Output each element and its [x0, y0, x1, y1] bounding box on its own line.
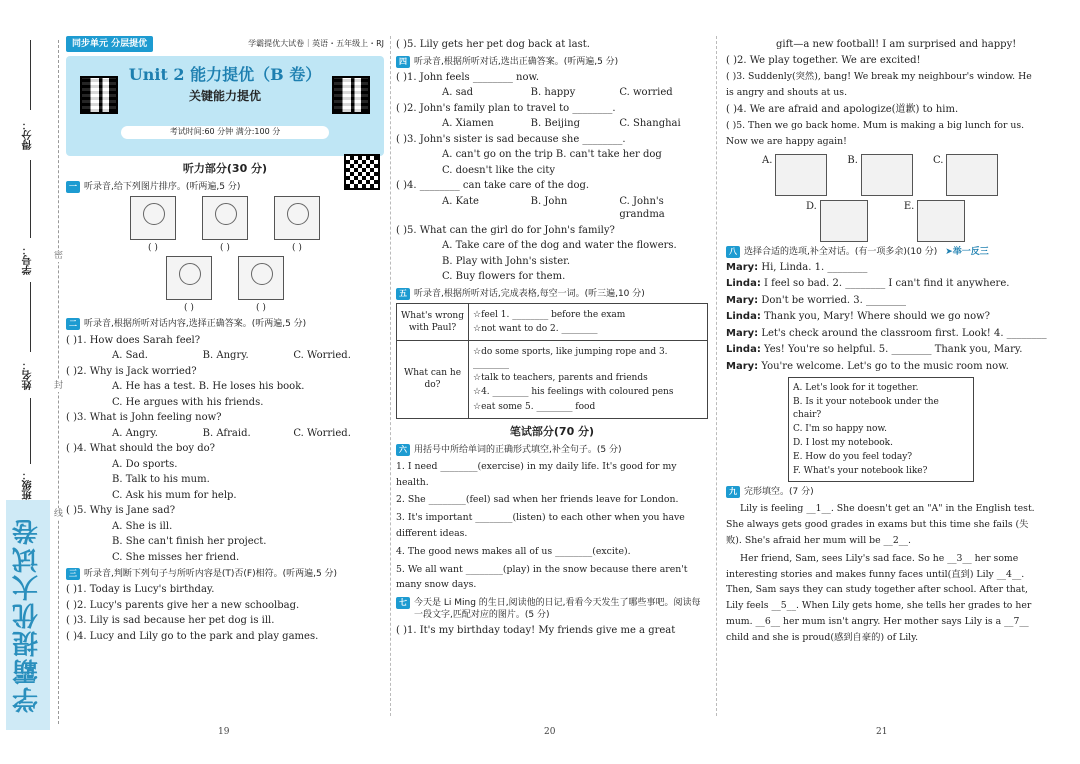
table-cell-line: ☆4. ________ his feelings with coloured pens — [473, 387, 674, 398]
boy-angry-picture — [274, 196, 320, 240]
picture-item: ( ) — [130, 196, 176, 254]
section-8-title — [726, 246, 1036, 258]
table-row-header: What can he do? — [397, 341, 469, 419]
question: 4. The good news makes all of us ________(excite). — [396, 545, 631, 557]
section-number: 五 — [396, 288, 410, 300]
question: ( )5. Why is Jane sad? — [66, 505, 176, 517]
table-cell — [469, 341, 708, 419]
cut-mark-line: 线 — [54, 509, 64, 519]
picture-row — [66, 196, 384, 254]
table-cell-line: ☆eat some 5. ________ food — [473, 401, 596, 412]
fill-table — [396, 303, 708, 419]
table-cell — [469, 303, 708, 340]
student-id-label: 学号： — [23, 245, 34, 275]
writing-part-title: 笔试部分(70 分) — [509, 424, 595, 438]
student-id-line — [30, 160, 31, 238]
section-5-title — [396, 288, 708, 300]
cloze-paragraph: Lily is feeling __1__. She doesn't get an "A" in the English test. She always gets good grades in exams but this time she fails (失败). She's afraid her mum will be __2__. — [726, 503, 1035, 547]
table-row — [397, 303, 708, 340]
option-line: B. Talk to his mum. — [112, 474, 210, 486]
option-line: C. Buy flowers for them. — [442, 271, 566, 283]
question: ( )3. John's sister is sad because she ________. — [396, 133, 626, 145]
option-line: C. Ask his mum for help. — [112, 489, 237, 501]
cloze-paragraph: Her friend, Sam, sees Lily's sad face. So he __3__ her some interesting stories and makes funny faces until(直到) Lily __4__. Then, Sam says they can study together after school. After that, Lily feels __5__. When Lily gets home, she tells her grades to her mum. __6__ her mum isn't angry. Her mother says Lily is a __7__ child and she is proud(感到自豪的) of Lily. — [726, 552, 1032, 643]
picture-item: A. — [762, 154, 827, 196]
dialogue-line: Linda: Thank you, Mary! Where should we go now? — [726, 311, 991, 323]
question: ( )3. What is John feeling now? — [66, 412, 222, 424]
option-line: A. He has a test. B. He loses his book. — [112, 381, 305, 393]
section-instruction: 听录音,根据所听对话,选出正确答案。(听两遍,5 分) — [414, 56, 619, 67]
question: ( )5. Then we go back home. Mum is making a big lunch for us. Now we are happy again! — [726, 120, 1025, 147]
question: 3. It's important ________(listen) to each other when you have different ideas. — [396, 512, 685, 539]
option-line: A. can't go on the trip B. can't take her dog — [442, 149, 662, 161]
series-tag: 同步单元 分层提优 — [66, 36, 153, 52]
option-item: D. I lost my notebook. — [793, 437, 893, 448]
dialogue-line: Mary: Let's check around the classroom first. Look! 4. ________ — [726, 327, 1047, 339]
option-item: F. What's your notebook like? — [793, 466, 928, 477]
picture-item: B. — [847, 154, 913, 196]
section-instruction: 今天是 Li Ming 的生日,阅读他的日记,看看今天发生了哪些事吧。阅读每一段文字,匹配对应的图片。(5 分) — [414, 598, 701, 621]
question-continued: gift—a new football! I am surprised and happy! — [776, 39, 1017, 50]
score-line — [30, 40, 31, 110]
option-line: A. Do sports. — [112, 458, 178, 470]
picture-item: ( ) — [202, 196, 248, 254]
option-item: E. How do you feel today? — [793, 452, 913, 463]
section-number: 二 — [66, 318, 80, 330]
question: ( )4. ________ can take care of the dog. — [396, 180, 590, 192]
cut-mark-close: 封 — [54, 381, 64, 391]
options-row: A. Kate B. John C. John's grandma — [442, 195, 665, 221]
column-divider — [390, 36, 391, 716]
question: ( )1. Today is Lucy's birthday. — [66, 584, 215, 596]
girl-sad-picture — [238, 256, 284, 300]
girl-worried-picture — [130, 196, 176, 240]
section-number: 八 — [726, 246, 740, 258]
options-row: A. sad B. happy C. worried — [442, 87, 673, 99]
title-card — [66, 56, 384, 156]
child-afraid-picture — [166, 256, 212, 300]
listening-part-title: 听力部分(30 分) — [182, 162, 268, 176]
question: ( )4. Lucy and Lily go to the park and play games. — [66, 630, 319, 642]
option-line: C. She misses her friend. — [112, 551, 240, 563]
section-3-title — [66, 568, 384, 580]
option-line: A. Take care of the dog and water the flowers. — [442, 240, 677, 252]
column-middle — [396, 36, 708, 640]
question: ( )1. It's my birthday today! My friends give me a great — [396, 625, 676, 637]
question: ( )4. We are afraid and apologize(道歉) to him. — [726, 103, 959, 115]
table-cell-line: ☆feel 1. ________ before the exam — [473, 309, 626, 320]
section-instruction: 听录音,根据所听对话内容,选择正确答案。(听两遍,5 分) — [84, 319, 307, 330]
column-divider — [716, 36, 717, 716]
question: ( )2. John's family plan to travel to ________. — [396, 102, 616, 114]
question: ( )1. How does Sarah feel? — [66, 334, 201, 346]
picture-item: ( ) — [274, 196, 320, 254]
apology-picture — [820, 200, 868, 242]
question: ( )3. Lily is sad because her pet dog is ill. — [66, 615, 275, 627]
option-item: C. I'm so happy now. — [793, 423, 887, 434]
section-instruction: 听录音,给下列图片排序。(听两遍,5 分) — [84, 181, 241, 192]
option-item: B. Is it your notebook under the chair? — [793, 397, 939, 420]
option-line: C. doesn't like the city — [442, 164, 556, 176]
section-instruction: 听录音,判断下列句子与所听内容是(T)否(F)相符。(听两遍,5 分) — [84, 569, 338, 580]
brand-strip: 学霸提优大试卷 — [6, 500, 50, 730]
question: ( )2. Lucy's parents give her a new schoolbag. — [66, 599, 300, 611]
option-line: A. She is ill. — [112, 520, 173, 532]
section-4-title — [396, 56, 708, 68]
diary-pictures — [726, 154, 1036, 196]
section-instruction: 完形填空。(7 分) — [744, 487, 814, 498]
option-line: B. Play with John's sister. — [442, 255, 571, 267]
section-number: 七 — [396, 597, 410, 609]
section-instruction: 选择合适的选项,补全对话。(有一项多余)(10 分) — [744, 246, 938, 257]
options-row: A. Angry. B. Afraid. C. Worried. — [112, 427, 351, 439]
section-1-title — [66, 181, 384, 193]
table-cell-line: ☆talk to teachers, parents and friends — [473, 373, 648, 384]
subtitle: 关键能力提优 — [188, 89, 261, 104]
picture-item: ( ) — [238, 256, 284, 314]
name-label: 姓名： — [23, 360, 34, 390]
section-number: 四 — [396, 56, 410, 68]
boy-excited-picture — [202, 196, 248, 240]
series-name: 学霸提优大试卷｜英语・五年级上・RJ — [248, 38, 384, 48]
page-number: 21 — [876, 727, 888, 737]
dialogue-line: Mary: Don't be worried. 3. ________ — [726, 294, 907, 306]
question: ( )2. We play together. We are excited! — [726, 54, 921, 66]
score-label: 得分： — [23, 120, 34, 150]
question: 5. We all want ________(play) in the snow because there aren't many snow days. — [396, 563, 688, 591]
table-cell-line: ☆do some sports, like jumping rope and 3. ________ — [473, 347, 668, 370]
name-line — [30, 282, 31, 352]
page-number: 19 — [218, 727, 230, 737]
section-instruction: 听录音,根据所听对话,完成表格,每空一词。(听三遍,10 分) — [414, 288, 645, 299]
page-number: 20 — [544, 727, 556, 737]
binding-margin — [0, 0, 62, 764]
cut-mark-seal: 密 — [54, 251, 64, 261]
picture-item: D. — [806, 200, 868, 242]
gift-picture — [946, 154, 998, 196]
picture-item: C. — [933, 154, 998, 196]
column-right — [726, 36, 1047, 648]
diary-pictures — [726, 200, 1036, 242]
class-line — [30, 398, 31, 464]
extra-tag: ➤举一反三 — [945, 246, 989, 257]
picture-item: ( ) — [166, 256, 212, 314]
dialogue-line: Mary: You're welcome. Let's go to the music room now. — [726, 360, 1009, 372]
dialogue-line: Mary: Hi, Linda. 1. ________ — [726, 261, 868, 273]
section-2-title — [66, 318, 384, 330]
section-number: 一 — [66, 181, 80, 193]
table-row — [397, 341, 708, 419]
question: 2. She ________(feel) sad when her friends leave for London. — [396, 494, 679, 506]
question: ( )1. John feels ________ now. — [396, 71, 540, 83]
section-number: 三 — [66, 568, 80, 580]
question: ( )5. What can the girl do for John's family? — [396, 224, 615, 236]
option-item: A. Let's look for it together. — [793, 383, 919, 394]
section-6-title — [396, 444, 708, 456]
header-bar — [66, 36, 384, 52]
options-row: A. Xiamen B. Beijing C. Shanghai — [442, 118, 681, 130]
option-line: C. He argues with his friends. — [112, 396, 264, 408]
listening-qr-icon — [344, 154, 380, 190]
picture-item: E. — [904, 200, 965, 242]
question: 1. I need ________(exercise) in my daily life. It's good for my health. — [396, 460, 677, 488]
question: ( )4. What should the boy do? — [66, 443, 215, 455]
section-number: 六 — [396, 444, 410, 456]
option-line: B. She can't finish her project. — [112, 536, 267, 548]
section-number: 九 — [726, 486, 740, 498]
class-label: 班级： — [23, 470, 34, 500]
dialogue-line: Linda: I feel so bad. 2. ________ I can't find it anywhere. — [726, 278, 1010, 290]
section-9-title — [726, 486, 1036, 498]
options-row: A. Sad. B. Angry. C. Worried. — [112, 350, 351, 362]
playing-football-picture — [917, 200, 965, 242]
column-left — [66, 36, 384, 645]
question: ( )5. Lily gets her pet dog back at last. — [396, 39, 590, 50]
question: ( )3. Suddenly(突然), bang! We break my neighbour's window. He is angry and shouts at us. — [726, 71, 1032, 98]
dialogue-line: Linda: Yes! You're so helpful. 5. ________ Thank you, Mary. — [726, 344, 1023, 356]
exam-meta: 考试时间:60 分钟 满分:100 分 — [121, 126, 329, 139]
question: ( )2. Why is Jack worried? — [66, 365, 197, 377]
family-lunch-picture — [861, 154, 913, 196]
options-box — [788, 377, 974, 482]
table-cell-line: ☆not want to do 2. ________ — [473, 323, 598, 334]
picture-row — [66, 256, 384, 314]
table-row-header: What's wrong with Paul? — [397, 303, 469, 340]
section-7-title — [396, 597, 708, 621]
section-instruction: 用括号中所给单词的正确形式填空,补全句子。(5 分) — [414, 444, 622, 455]
broken-window-picture — [775, 154, 827, 196]
unit-title: Unit 2 能力提优（B 卷） — [128, 65, 322, 85]
